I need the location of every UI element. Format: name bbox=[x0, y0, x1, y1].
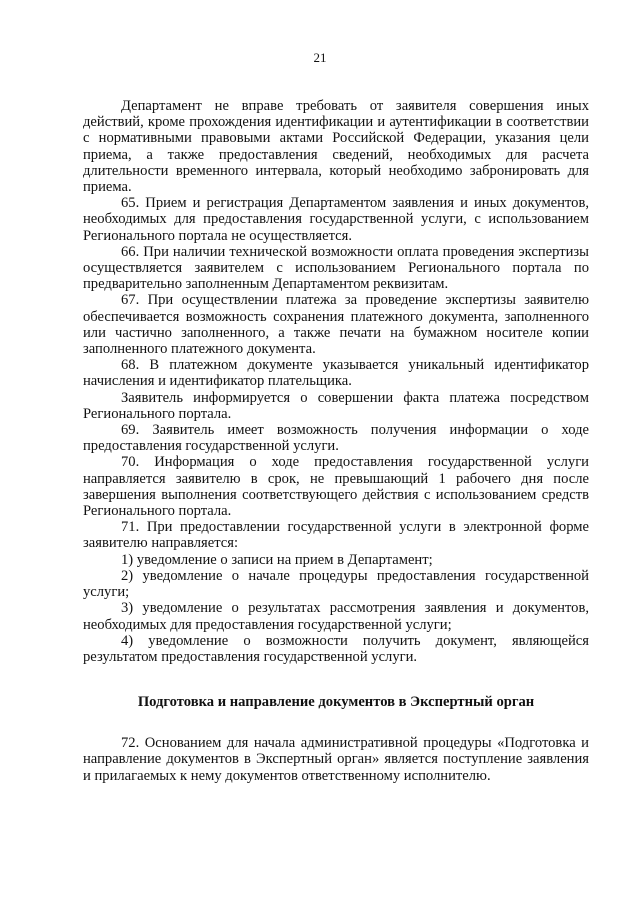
paragraph-66: 66. При наличии технической возможности оплата проведения экспертизы осуществляется заявителем с использованием Регионального портала по предварительно заполненным Департаментом реквизитам. bbox=[83, 243, 589, 293]
paragraph-68: 68. В платежном документе указывается уникальный идентификатор начисления и идентификатор плательщика. bbox=[83, 357, 589, 390]
paragraph-71: 71. При предоставлении государственной услуги в электронной форме заявителю направляется: bbox=[83, 519, 589, 552]
list-item-4: 4) уведомление о возможности получить документ, являющейся результатом предоставления государственной услуги. bbox=[83, 632, 589, 665]
paragraph-67: 67. При осуществлении платежа за проведение экспертизы заявителю обеспечивается возможность сохранения платежного документа, заполненного или частично заполненного, а также печати на бумажном носителе копии заполненного платежного документа. bbox=[83, 292, 589, 358]
paragraph-payment-notification: Заявитель информируется о совершении факта платежа посредством Регионального портала. bbox=[83, 389, 589, 422]
paragraph-65: 65. Прием и регистрация Департаментом заявления и иных документов, необходимых для предоставления государственной услуги, с использованием Регионального портала не осуществляется. bbox=[83, 195, 589, 244]
section-heading: Подготовка и направление документов в Экспертный орган bbox=[137, 694, 535, 711]
paragraph-72: 72. Основанием для начала административной процедуры «Подготовка и направление документов в Экспертный орган» является поступление заявления и прилагаемых к нему документов ответственному исполнителю. bbox=[83, 735, 589, 784]
list-item-1: 1) уведомление о записи на прием в Департамент; bbox=[121, 551, 433, 568]
paragraph-70: 70. Информация о ходе предоставления государственной услуги направляется заявителю в срок, не превышающий 1 рабочего дня после завершения выполнения соответствующего действия с использованием средств Регионального портала. bbox=[83, 454, 589, 520]
paragraph-69: 69. Заявитель имеет возможность получения информации о ходе предоставления государственной услуги. bbox=[83, 422, 589, 455]
page-content bbox=[83, 98, 589, 784]
page-number: 21 bbox=[313, 50, 327, 65]
paragraph-department-restrictions: Департамент не вправе требовать от заявителя совершения иных действий, кроме прохождения идентификации и аутентификации в соответствии с нормативными правовыми актами Российской Федерации, указания цели приема, а также предоставления сведений, необходимых для расчета длительности временного интервала, который необходимо забронировать для приема. bbox=[83, 98, 589, 196]
list-item-3: 3) уведомление о результатах рассмотрения заявления и документов, необходимых для предоставления государственной услуги; bbox=[83, 600, 589, 633]
list-item-2: 2) уведомление о начале процедуры предоставления государственной услуги; bbox=[83, 567, 589, 601]
